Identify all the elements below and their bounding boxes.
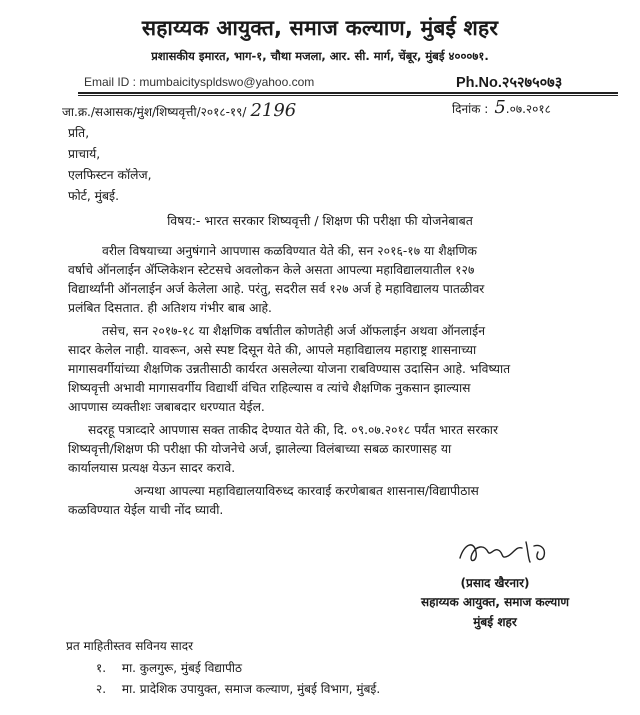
para-line: विद्यार्थ्यांनी ऑनलाईन अर्ज केलेला आहे. परंतु, सदरील सर्व १२७ अर्ज हे महाविद्यालय पातळीवर [68, 282, 485, 296]
para-line: वरील विषयाच्या अनुषंगाने आपणास कळविण्यात येते की, सन २०१६-१७ या शैक्षणिक [102, 244, 477, 258]
handwritten-day: 5 [494, 97, 506, 118]
para-line: वर्षाचे ऑनलाईन ॲप्लिकेशन स्टेटसचे अवलोकन केले असता आपल्या महाविद्यालयातील १२७ [68, 263, 475, 277]
body-paragraph-3 [68, 421, 608, 478]
para-line: सादर केलेल नाही. यावरून, असे स्पष्ट दिसून येते की, आपले महाविद्यालय महाराष्ट्र शासनाच्या [68, 343, 477, 357]
para-line: कळविण्यात येईल याची नोंद घ्यावी. [68, 503, 224, 517]
phone-number: Ph.No.२५२७५०७३ [456, 75, 563, 91]
signature-scribble [454, 534, 564, 568]
body-paragraph-4 [68, 482, 608, 520]
para-line: अन्यथा आपल्या महाविद्यालयाविरुध्द कारवाई करणेबाबत शासनास/विद्यापीठास [134, 484, 479, 498]
para-line: शिष्यवृत्ती अभावी मागासवर्गीय विद्यार्थी वंचित राहिल्यास व त्यांचे शैक्षणिक नुकसान झाल्यास [68, 381, 471, 395]
copy-to-number: २. [96, 682, 107, 696]
body-paragraph-1 [68, 242, 608, 318]
copy-to-item [96, 680, 380, 697]
body-paragraph-2 [68, 322, 608, 417]
email-label: Email ID : [84, 75, 137, 89]
recipient-designation: प्राचार्य, [68, 147, 101, 161]
letterhead-title: सहाय्यक आयुक्त, समाज कल्याण, मुंबई शहर [141, 16, 499, 40]
email-address: mumbaicityspldswo@yahoo.com [139, 75, 315, 89]
date-label: दिनांक : [452, 102, 489, 116]
signatory-name: (प्रसाद खैरनार) [460, 576, 530, 590]
para-line: मागासवर्गीयांच्या शैक्षणिक उन्नतीसाठी कार्यरत असलेल्या योजना राबविण्यास उदासिन आहे. भविष्यात [68, 362, 511, 376]
copy-to-number: १. [96, 661, 107, 675]
reference-prefix: जा.क्र./सआसक/मुंश/शिष्यवृत्ती/२०१८-१९/ [62, 105, 247, 119]
recipient-institution: एलफिस्टन कॉलेज, [68, 168, 152, 182]
copy-to-text: मा. कुलगुरू, मुंबई विद्यापीठ [121, 661, 242, 675]
copy-to-text: मा. प्रादेशिक उपायुक्त, समाज कल्याण, मुंबई विभाग, मुंबई. [121, 682, 381, 696]
para-line: कार्यालयास प्रत्यक्ष येऊन सादर करावे. [68, 461, 236, 475]
date-rest: .०७.२०१८ [505, 102, 551, 116]
letterhead-address: प्रशासकीय इमारत, भाग-१, चौथा मजला, आर. सी. मार्ग, चेंबूर, मुंबई ४०००७१. [151, 49, 489, 63]
letterhead-rule-thin [78, 95, 618, 96]
handwritten-reference: 2196 [250, 100, 297, 121]
letterhead-rule-thick [78, 92, 618, 94]
para-line: तसेच, सन २०१७-१८ या शैक्षणिक वर्षातील कोणतेही अर्ज ऑफलाईन अथवा ऑनलाईन [102, 324, 486, 338]
reference-number [62, 100, 296, 121]
email-line [84, 75, 314, 89]
subject-line: विषय:- भारत सरकार शिष्यवृत्ती / शिक्षण फी परीक्षा फी योजनेबाबत [167, 213, 473, 228]
letter-date [452, 97, 551, 118]
recipient-to: प्रति, [68, 126, 90, 140]
signatory-designation: सहाय्यक आयुक्त, समाज कल्याण [420, 595, 570, 609]
para-line: प्रलंबित दिसतात. ही अतिशय गंभीर बाब आहे. [68, 301, 272, 315]
para-line: सदरहू पत्राव्दारे आपणास सक्त ताकीद देण्यात येते की, दि. ०९.०७.२०१८ पर्यंत भारत सरकार [88, 423, 499, 437]
para-line: आपणास व्यक्तीशः जबाबदार धरण्यात येईल. [68, 400, 265, 414]
recipient-place: फोर्ट, मुंबई. [68, 189, 120, 203]
copy-to-heading: प्रत माहितीस्तव सविनय सादर [66, 639, 194, 653]
para-line: शिष्यवृत्ती/शिक्षण फी परीक्षा फी योजनेचे अर्ज, झालेल्या विलंबाच्या सबळ कारणासह या [68, 442, 452, 456]
copy-to-item [96, 659, 242, 676]
signatory-office: मुंबई शहर [473, 615, 517, 629]
